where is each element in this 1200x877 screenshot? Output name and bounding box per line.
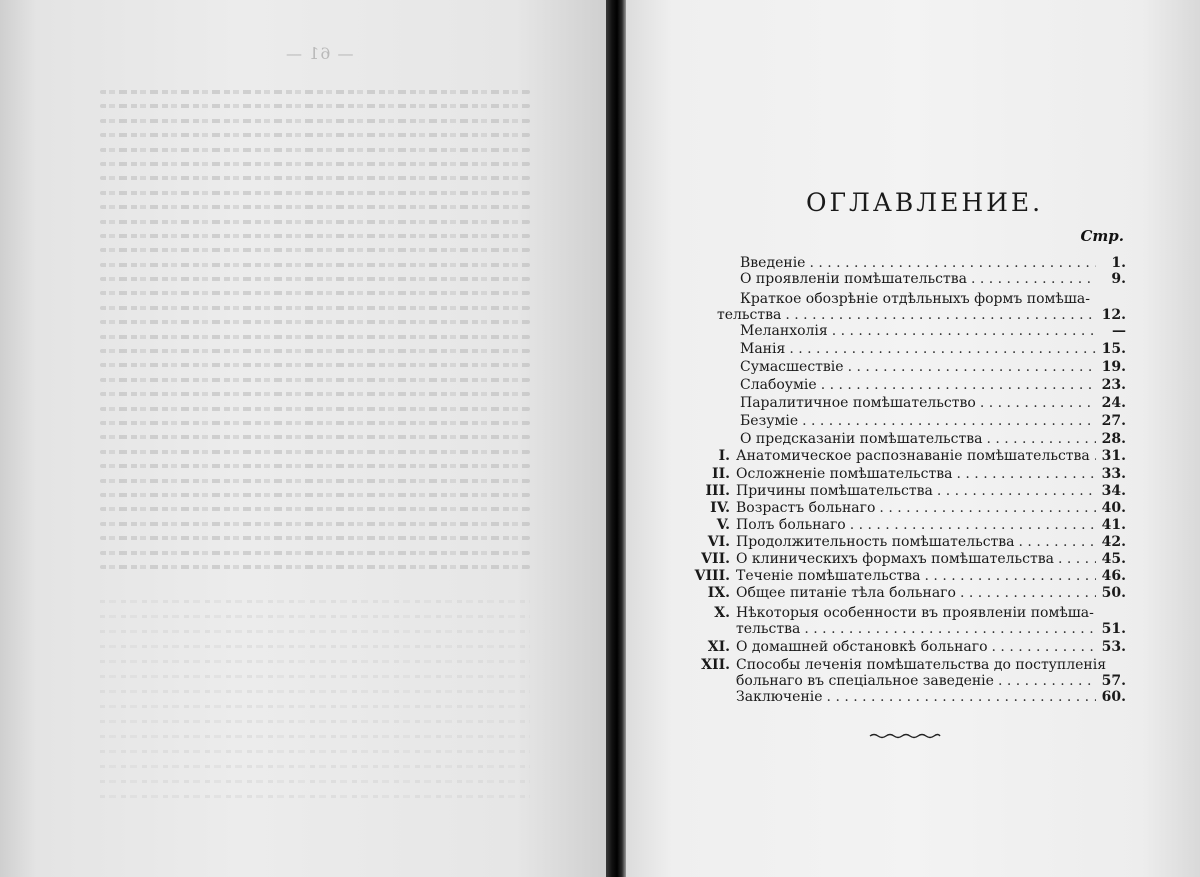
book-gutter bbox=[606, 0, 626, 877]
toc-entry: Паралитичное помѣшательство . . . 24. bbox=[740, 395, 1126, 411]
toc-entry: Манія . . . 15. bbox=[740, 341, 1126, 357]
toc-entry: IV. Возрастъ больнаго . . . 40. bbox=[736, 500, 1126, 516]
left-page-faint-bleed bbox=[100, 600, 530, 810]
toc-entry: О предсказаніи помѣшательства . . . 28. bbox=[740, 431, 1126, 447]
toc-entry: тельства . . . 51. bbox=[736, 621, 1126, 637]
toc-entry: I. Анатомическое распознаваніе помѣшательства . . . 31. bbox=[736, 448, 1126, 464]
toc-entry: больнаго въ спеціальное заведеніе . . . 57. bbox=[736, 673, 1126, 689]
toc-entry-title: XII. Способы леченія помѣшательства до поступленія bbox=[701, 657, 1107, 673]
toc-entry: Сумасшествіе . . . 19. bbox=[740, 359, 1126, 375]
toc-entry: IX. Общее питаніе тѣла больнаго . . . 50. bbox=[736, 585, 1126, 601]
toc-entry: Слабоуміе . . . 23. bbox=[740, 377, 1126, 393]
toc-entry: V. Полъ больнаго . . . 41. bbox=[736, 517, 1126, 533]
page-column-header: Стр. bbox=[1080, 227, 1124, 245]
toc-entry: VI. Продолжительность помѣшательства . . . 42. bbox=[736, 534, 1126, 550]
toc-entry-title: Краткое обозрѣніе отдѣльныхъ формъ помѣша- bbox=[740, 291, 1090, 307]
toc-entry: XI. О домашней обстановкѣ больнаго . . . 53. bbox=[736, 639, 1126, 655]
toc-entry: II. Осложненіе помѣшательства . . . 33. bbox=[736, 466, 1126, 482]
toc-entry: Заключеніе . . . 60. bbox=[736, 689, 1126, 705]
toc-entry: Безуміе . . . 27. bbox=[740, 413, 1126, 429]
left-page-folio: — 61 — bbox=[285, 44, 354, 63]
toc-entry: III. Причины помѣшательства . . . 34. bbox=[736, 483, 1126, 499]
toc-entry: тельства . . . 12. bbox=[717, 307, 1126, 323]
toc-entry-title: X. Нѣкоторыя особенности въ проявленіи помѣша- bbox=[714, 605, 1094, 621]
toc-entry: VIII. Теченіе помѣшательства . . . 46. bbox=[736, 568, 1126, 584]
closing-ornament bbox=[868, 731, 942, 741]
toc-entry: VII. О клиническихъ формахъ помѣшательства . . . 45. bbox=[736, 551, 1126, 567]
toc-entry: Введеніе . . . 1. bbox=[740, 255, 1126, 271]
toc-title: ОГЛАВЛЕНИЕ. bbox=[806, 188, 1044, 217]
toc-entry: О проявленіи помѣшательства . . . 9. bbox=[740, 271, 1126, 287]
right-page-contents bbox=[626, 0, 1200, 877]
toc-entry: Меланхолія . . . — bbox=[740, 323, 1126, 339]
left-page-text-bleed bbox=[100, 90, 530, 579]
